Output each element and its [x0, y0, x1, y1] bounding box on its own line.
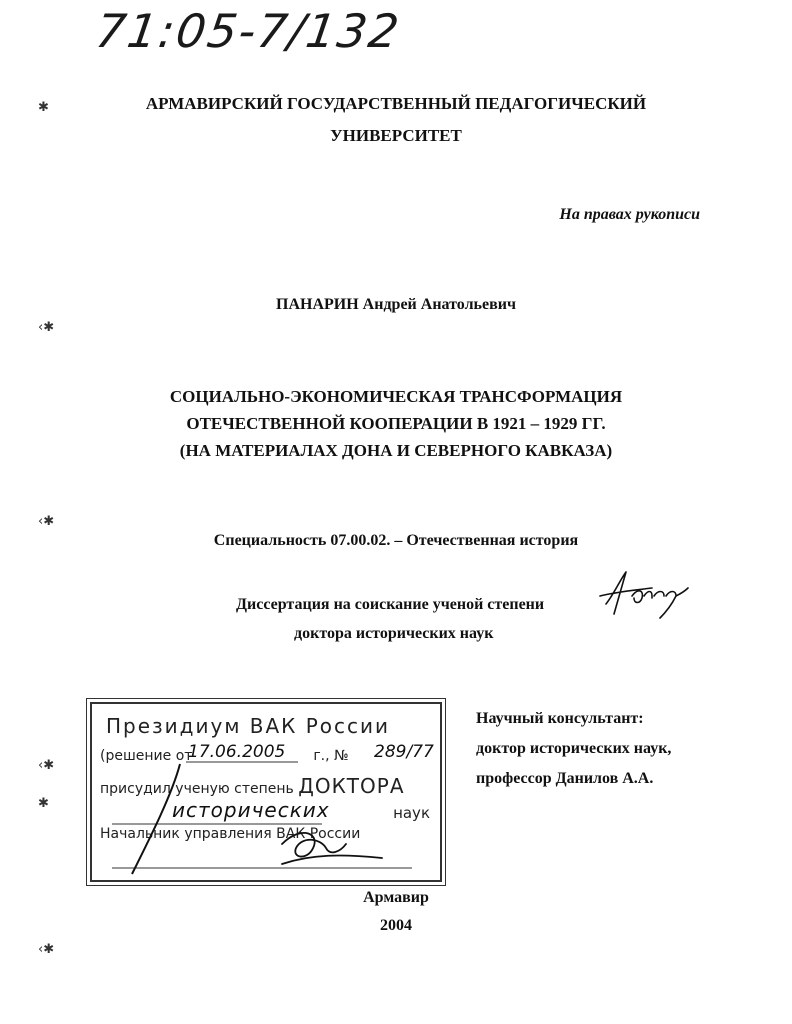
- stamp-decision-prefix: (решение от: [100, 748, 193, 764]
- place-and-year: [0, 884, 792, 940]
- stamp-awarded-prefix: присудил ученую степень: [100, 781, 294, 797]
- rights-note: На правах рукописи: [559, 206, 700, 223]
- margin-mark: ‹✱: [38, 758, 55, 773]
- title-line-2: ОТЕЧЕСТВЕННОЙ КООПЕРАЦИИ В 1921 – 1929 ГГ.: [186, 414, 606, 433]
- scientific-consultant: [476, 704, 756, 794]
- stamp-field: исторических: [172, 798, 330, 822]
- university-line-1: АРМАВИРСКИЙ ГОСУДАРСТВЕННЫЙ ПЕДАГОГИЧЕСКИЙ: [145, 94, 647, 113]
- dissertation-degree: [236, 590, 596, 648]
- city: Армавир: [363, 889, 429, 906]
- university-name: [0, 88, 792, 152]
- degree-line-2: доктора исторических наук: [294, 625, 494, 642]
- margin-mark: ‹✱: [38, 514, 55, 529]
- author-name: ПАНАРИН Андрей Анатольевич: [276, 296, 516, 313]
- consultant-line-3: профессор Данилов А.А.: [476, 770, 654, 787]
- title-line-1: СОЦИАЛЬНО-ЭКОНОМИЧЕСКАЯ ТРАНСФОРМАЦИЯ: [169, 387, 623, 406]
- degree-line-1: Диссертация на соискание ученой степени: [236, 596, 545, 613]
- margin-mark: ✱: [38, 796, 49, 811]
- call-number: 71:05-7/132: [92, 4, 404, 58]
- margin-mark: ✱: [38, 100, 49, 115]
- stamp-chief: Начальник управления ВАК России: [100, 826, 361, 842]
- stamp-decision-date: 17.06.2005: [188, 742, 286, 762]
- consultant-line-1: Научный консультант:: [476, 710, 644, 727]
- margin-mark: ‹✱: [38, 320, 55, 335]
- margin-mark: ‹✱: [38, 942, 55, 957]
- stamp-header: Президиум ВАК России: [106, 714, 391, 738]
- author-signature: [596, 566, 692, 622]
- stamp-decision-mid: г., №: [313, 748, 349, 764]
- title-line-3: (НА МАТЕРИАЛАХ ДОНА И СЕВЕРНОГО КАВКАЗА): [179, 441, 613, 460]
- year: 2004: [380, 917, 412, 934]
- university-line-2: УНИВЕРСИТЕТ: [330, 126, 462, 145]
- stamp-ink-lines: [92, 704, 440, 880]
- stamp-decision-number: 289/77: [374, 742, 434, 762]
- dissertation-title: [0, 383, 792, 464]
- consultant-line-2: доктор исторических наук,: [476, 740, 672, 757]
- specialty: Специальность 07.00.02. – Отечественная история: [213, 532, 579, 549]
- vak-approval-stamp: [90, 702, 442, 882]
- stamp-field-suffix: наук: [393, 804, 430, 822]
- stamp-degree: ДОКТОРА: [298, 774, 405, 798]
